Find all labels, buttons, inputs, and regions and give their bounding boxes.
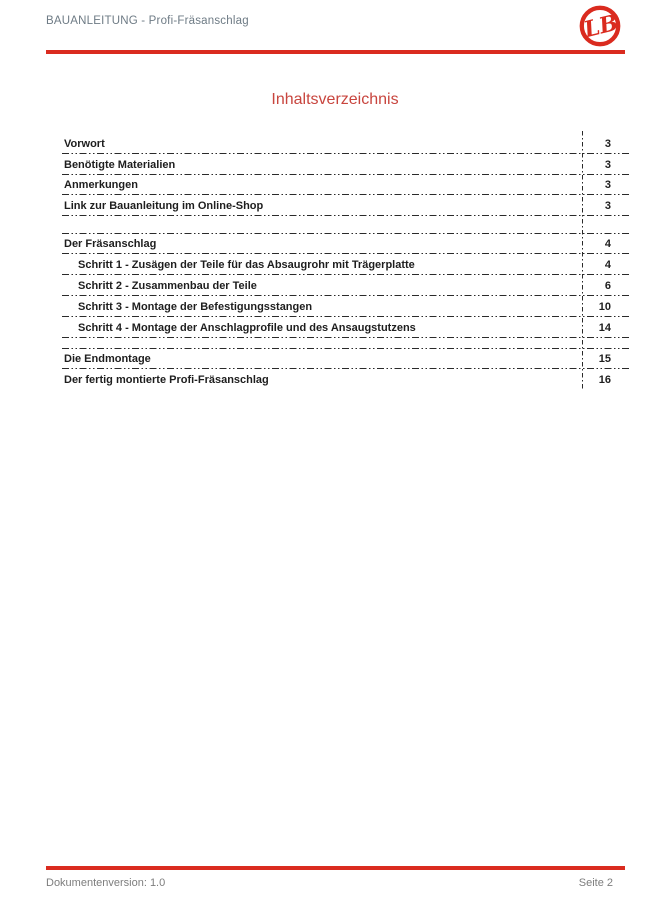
toc-entry-label: Schritt 2 - Zusammenbau der Teile bbox=[78, 280, 257, 293]
toc-entry-page-number: 4 bbox=[604, 238, 611, 251]
toc-entry-page-number: 6 bbox=[604, 280, 611, 293]
toc-entry-page-number: 3 bbox=[604, 200, 611, 213]
toc-entry-page-number: 16 bbox=[598, 374, 611, 387]
toc-entry[interactable] bbox=[62, 369, 629, 390]
toc-entry-label: Anmerkungen bbox=[64, 179, 138, 192]
logo-monogram-text: LB bbox=[581, 9, 621, 44]
toc-entry-page-number: 3 bbox=[604, 179, 611, 192]
toc-entry-label: Die Endmontage bbox=[64, 353, 151, 366]
toc-entry[interactable] bbox=[62, 317, 629, 338]
toc-entry[interactable] bbox=[62, 234, 629, 255]
header-accent-rule bbox=[46, 50, 625, 54]
toc-entry[interactable] bbox=[62, 175, 629, 196]
toc-entry-page-number: 14 bbox=[598, 321, 611, 334]
toc-entry-page-number: 15 bbox=[598, 353, 611, 366]
toc-entry-page-number: 3 bbox=[604, 158, 611, 171]
toc bbox=[62, 133, 629, 390]
toc-entry-label: Link zur Bauanleitung im Online-Shop bbox=[64, 200, 264, 213]
toc-entry[interactable] bbox=[62, 349, 629, 370]
footer-page-number: Seite 2 bbox=[578, 877, 613, 889]
toc-entry-page-number: 10 bbox=[598, 300, 611, 313]
lb-logo-icon bbox=[577, 3, 623, 49]
toc-entry-page-number: 3 bbox=[604, 137, 611, 150]
toc-entry[interactable] bbox=[62, 275, 629, 296]
footer-accent-rule bbox=[46, 866, 625, 870]
toc-entry[interactable] bbox=[62, 195, 629, 216]
toc-group-spacer bbox=[62, 338, 629, 349]
toc-entry-label: Vorwort bbox=[64, 137, 105, 150]
toc-group-spacer bbox=[62, 216, 629, 234]
toc-entry-label: Der Fräsanschlag bbox=[64, 238, 157, 251]
toc-entry-label: Der fertig montierte Profi-Fräsanschlag bbox=[64, 374, 269, 387]
toc-entry-label: Schritt 1 - Zusägen der Teile für das Absaugrohr mit Trägerplatte bbox=[78, 259, 415, 272]
toc-entry-label: Benötigte Materialien bbox=[64, 158, 176, 171]
toc-entry-label: Schritt 4 - Montage der Anschlagprofile und des Ansaugstutzens bbox=[78, 321, 416, 334]
toc-entry[interactable] bbox=[62, 154, 629, 175]
toc-entry[interactable] bbox=[62, 254, 629, 275]
toc-entry-label: Schritt 3 - Montage der Befestigungsstangen bbox=[78, 300, 313, 313]
toc-entry[interactable] bbox=[62, 133, 629, 154]
footer-document-version: Dokumentenversion: 1.0 bbox=[46, 877, 166, 889]
toc-entry-page-number: 4 bbox=[604, 259, 611, 272]
page-title: Inhaltsverzeichnis bbox=[271, 91, 399, 108]
document-header-title: BAUANLEITUNG - Profi-Fräsanschlag bbox=[46, 15, 249, 27]
toc-entry[interactable] bbox=[62, 296, 629, 317]
